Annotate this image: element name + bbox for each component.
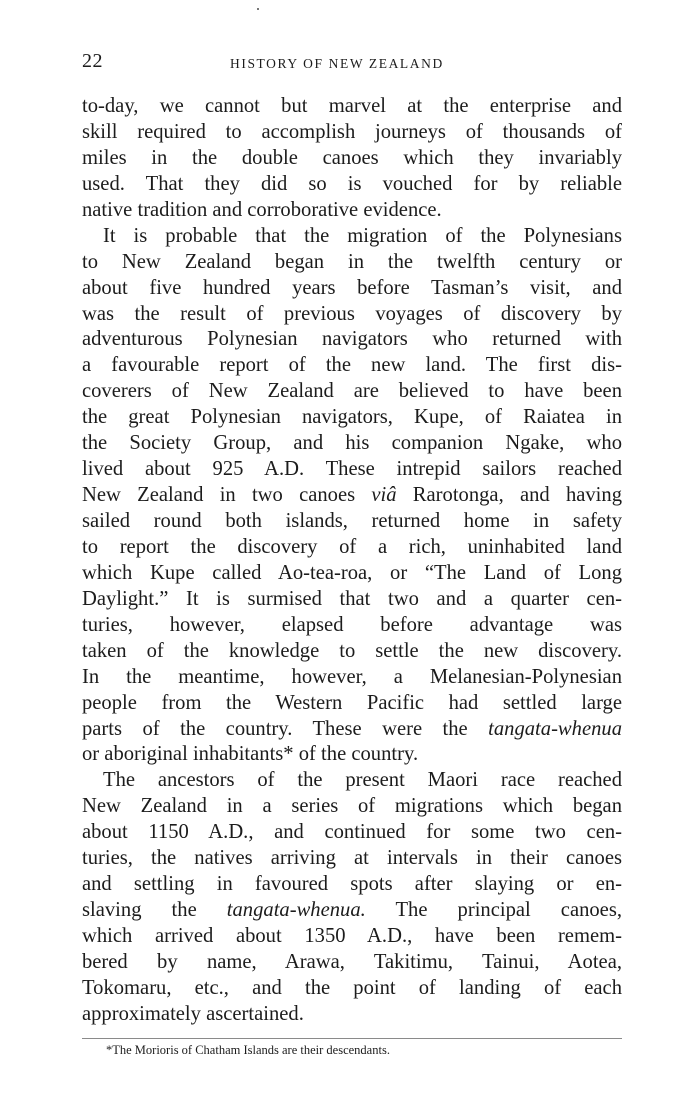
text-run: The principal canoes,: [365, 899, 622, 922]
text-line: people from the Western Pacific had settled large: [82, 691, 622, 714]
text-line: lived about 925 A.D. These intrepid sailors reached: [82, 458, 622, 481]
text-line: New Zealand in a series of migrations which began: [82, 795, 622, 818]
text-line: miles in the double canoes which they invariably: [82, 146, 622, 169]
italic-text: tangata-whenua: [488, 717, 622, 740]
text-line: coverers of New Zealand are believed to have been: [82, 380, 622, 403]
text-line: adventurous Polynesian navigators who returned with: [82, 328, 622, 351]
footnote-divider: [82, 1038, 622, 1039]
text-run: parts of the country. These were the: [82, 717, 489, 740]
italic-text: viâ: [371, 484, 397, 507]
text-line: bered by name, Arawa, Takitimu, Tainui, Aotea,: [82, 950, 622, 973]
page-number: 22: [82, 50, 103, 72]
body-text: [82, 94, 622, 1028]
text-line: used. That they did so is vouched for by reliable: [82, 172, 622, 195]
text-line: In the meantime, however, a Melanesian-Polynesian: [82, 665, 622, 688]
text-line: [82, 898, 622, 924]
italic-text: tangata-whenua.: [226, 899, 366, 922]
text-line: sailed round both islands, returned home in safety: [82, 510, 622, 532]
running-title: HISTORY OF NEW ZEALAND: [230, 56, 444, 71]
text-line: the Society Group, and his companion Ngake, who: [82, 432, 622, 455]
text-line: was the result of previous voyages of discovery by: [82, 302, 622, 325]
text-line: approximately ascertained.: [82, 1002, 304, 1025]
text-line: turies, the natives arriving at intervals in their canoes: [82, 847, 622, 870]
text-line: which arrived about 1350 A.D., have been remem-: [82, 925, 622, 947]
page-header: [82, 50, 622, 80]
text-line: the great Polynesian navigators, Kupe, of Raiatea in: [82, 406, 622, 429]
text-run: slaving the: [82, 899, 227, 922]
text-line: It is probable that the migration of the Polynesians: [103, 224, 622, 247]
paragraph: [82, 768, 622, 1027]
text-run: New Zealand in two canoes: [82, 484, 372, 507]
text-line: Tokomaru, etc., and the point of landing of each: [82, 976, 622, 999]
text-line: native tradition and corroborative evidence.: [82, 198, 442, 221]
text-line: [82, 717, 622, 743]
text-line: which Kupe called Ao-tea-roa, or “The Land of Long: [82, 561, 622, 584]
paragraph: [82, 224, 622, 769]
text-line: Daylight.” It is surmised that two and a quarter cen-: [82, 587, 622, 610]
print-speck: [257, 8, 259, 10]
text-line: to New Zealand began in the twelfth century or: [82, 250, 622, 273]
text-line: taken of the knowledge to settle the new discovery.: [82, 639, 622, 662]
text-line: skill required to accomplish journeys of thousands of: [82, 120, 622, 143]
text-run: Rarotonga, and having: [396, 484, 622, 507]
paragraph: [82, 94, 622, 224]
footnote: *The Morioris of Chatham Islands are their descendants.: [106, 1043, 390, 1057]
text-line: to-day, we cannot but marvel at the enterprise and: [82, 95, 622, 117]
text-line: The ancestors of the present Maori race reached: [103, 769, 622, 792]
text-line: [82, 483, 622, 509]
text-line: and settling in favoured spots after slaying or en-: [82, 873, 622, 896]
text-line: about five hundred years before Tasman’s visit, and: [82, 276, 622, 299]
text-line: or aboriginal inhabitants* of the country.: [82, 743, 419, 766]
text-line: turies, however, elapsed before advantage was: [82, 613, 622, 636]
text-line: a favourable report of the new land. The first dis-: [82, 354, 622, 377]
text-line: to report the discovery of a rich, uninhabited land: [82, 535, 622, 558]
text-line: about 1150 A.D., and continued for some two cen-: [82, 821, 622, 844]
